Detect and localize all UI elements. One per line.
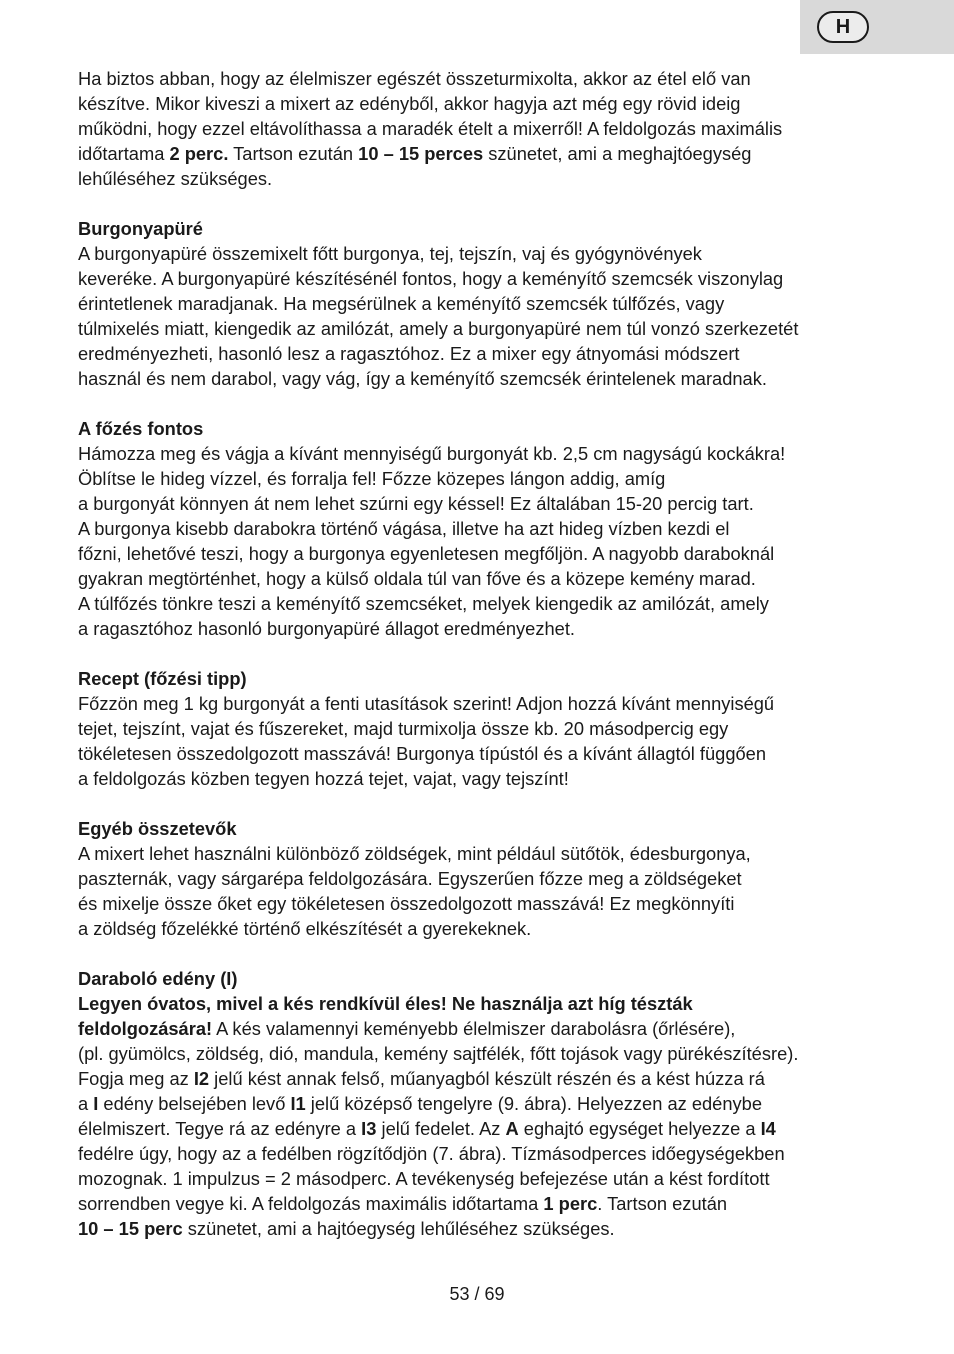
section-heading: Burgonyapüré — [78, 218, 203, 239]
text-line: érintetlenek maradjanak. Ha megsérülnek a keményítő szemcsék túlfőzés, vagy — [78, 293, 725, 314]
text-line: fedélre úgy, hogy az a fedélben rögzítődjön (7. ábra). Tízmásodperces időegységekben — [78, 1143, 785, 1164]
text-line: a feldolgozás közben tegyen hozzá tejet, vajat, vagy tejszínt! — [78, 768, 569, 789]
text-run: jelű középső tengelyre (9. ábra). Helyezzen az edénybe — [305, 1093, 762, 1114]
text-run: eghajtó egységet helyezze a — [518, 1118, 761, 1139]
bold-duration: 2 perc. — [169, 143, 229, 164]
bold-pause: 10 – 15 perc — [78, 1218, 183, 1239]
text-run: A kés valamennyi keményebb élelmiszer darabolásra (őrlésére), — [212, 1018, 736, 1039]
text-line: Öblítse le hideg vízzel, és forralja fel! Főzze közepes lángon addig, amíg — [78, 468, 666, 489]
text-line: Főzzön meg 1 kg burgonyát a fenti utasítások szerint! Adjon hozzá kívánt mennyiségű — [78, 693, 775, 714]
text-line: gyakran megtörténhet, hogy a külső oldala túl van főve és a közepe kemény marad. — [78, 568, 756, 589]
section-burgonyapure — [78, 216, 898, 391]
part-label: I3 — [361, 1118, 377, 1139]
section-egyeb-osszetevok — [78, 816, 898, 941]
text-line: a burgonyát könnyen át nem lehet szúrni egy késsel! Ez általában 15-20 percig tart. — [78, 493, 754, 514]
text-line: működni, hogy ezzel eltávolíthassa a maradék ételt a mixerről! A feldolgozás maximális — [78, 118, 783, 139]
text-line: és mixelje össze őket egy tökéletesen összedolgozott masszává! Ez megkönnyíti — [78, 893, 735, 914]
section-fozes-fontos — [78, 416, 898, 641]
text-line — [78, 1116, 898, 1141]
text-run: edény belsejében levő — [98, 1093, 291, 1114]
text-line: tejet, tejszínt, vajat és fűszereket, majd turmixolja össze kb. 20 másodpercig egy — [78, 718, 729, 739]
page-content — [78, 66, 898, 1241]
text-run: a — [78, 1093, 94, 1114]
text-run: . Tartson ezután — [597, 1193, 728, 1214]
text-line: mozognak. 1 impulzus = 2 másodperc. A tevékenység befejezése után a kést fordított — [78, 1168, 770, 1189]
text-line: a zöldség főzelékké történő elkészítését a gyerekeknek. — [78, 918, 532, 939]
text-line — [78, 141, 898, 166]
part-label: I — [93, 1093, 99, 1114]
text-run: szünetet, ami a hajtóegység lehűléséhez szükséges. — [182, 1218, 615, 1239]
text-line — [78, 1091, 898, 1116]
language-tab — [800, 0, 954, 54]
language-badge: H — [817, 11, 869, 43]
text-line: tökéletesen összedolgozott masszává! Burgonya típústól és a kívánt állagtól függően — [78, 743, 767, 764]
text-line: A burgonya kisebb darabokra történő vágása, illetve ha azt hideg vízben kezdi el — [78, 518, 730, 539]
text-line: paszternák, vagy sárgarépa feldolgozására. Egyszerűen főzze meg a zöldségeket — [78, 868, 742, 889]
bold-pause: 10 – 15 perces — [358, 143, 484, 164]
text-line — [78, 1216, 898, 1241]
text-line: Ha biztos abban, hogy az élelmiszer egészét összeturmixolta, akkor az étel elő van — [78, 68, 751, 89]
text-line: lehűléséhez szükséges. — [78, 168, 273, 189]
text-run: élelmiszert. Tegye rá az edényre a — [78, 1118, 362, 1139]
section-heading: Daraboló edény (I) — [78, 968, 238, 989]
text-line: használ és nem darabol, vagy vág, így a keményítő szemcsék érintelenek maradnak. — [78, 368, 767, 389]
text-line: a ragasztóhoz hasonló burgonyapüré állagot eredményezhet. — [78, 618, 575, 639]
warning-end: feldolgozására! — [78, 1018, 213, 1039]
warning-line: Legyen óvatos, mivel a kés rendkívül éles! Ne használja azt híg tészták — [78, 993, 693, 1014]
intro-paragraph — [78, 66, 898, 191]
page-number: 53 / 69 — [449, 1284, 505, 1304]
section-recept — [78, 666, 898, 791]
text-line: A túlfőzés tönkre teszi a keményítő szemcséket, melyek kiengedik az amilózát, amely — [78, 593, 769, 614]
text-line: A burgonyapüré összemixelt főtt burgonya, tej, tejszín, vaj és gyógynövények — [78, 243, 702, 264]
text-line: túlmixelés miatt, kiengedik az amilózát, amely a burgonyapüré nem túl vonzó szerkezetét — [78, 318, 799, 339]
text-run: sorrendben vegye ki. A feldolgozás maximális időtartama — [78, 1193, 544, 1214]
part-label: I4 — [760, 1118, 776, 1139]
text-run: időtartama — [78, 143, 170, 164]
section-darabolo-edeny — [78, 966, 898, 1241]
text-run: jelű kést annak felső, műanyagból készült részén és a kést húzza rá — [209, 1068, 765, 1089]
part-label: I2 — [193, 1068, 210, 1089]
part-label: I1 — [290, 1093, 306, 1114]
section-heading: Egyéb összetevők — [78, 818, 237, 839]
text-line: A mixert lehet használni különböző zöldségek, mint például sütőtök, édesburgonya, — [78, 843, 751, 864]
section-heading: A főzés fontos — [78, 418, 204, 439]
text-line — [78, 1191, 898, 1216]
text-line: (pl. gyümölcs, zöldség, dió, mandula, kemény sajtfélék, főtt tojások vagy pürékészítésre). — [78, 1043, 799, 1064]
text-line — [78, 1066, 898, 1091]
text-line: keveréke. A burgonyapüré készítésénél fontos, hogy a keményítő szemcsék viszonylag — [78, 268, 784, 289]
text-run: jelű fedelet. Az — [376, 1118, 506, 1139]
bold-duration: 1 perc — [543, 1193, 598, 1214]
text-line: készítve. Mikor kiveszi a mixert az edényből, akkor hagyja azt még egy rövid ideig — [78, 93, 741, 114]
text-run: Tartson ezután — [228, 143, 359, 164]
text-line: főzni, lehetővé teszi, hogy a burgonya egyenletesen megfőljön. A nagyobb daraboknál — [78, 543, 775, 564]
text-line — [78, 1016, 898, 1041]
part-label: A — [505, 1118, 519, 1139]
text-line: eredményezheti, hasonló lesz a ragasztóhoz. Ez a mixer egy átnyomási módszert — [78, 343, 740, 364]
text-run: szünetet, ami a meghajtóegység — [483, 143, 752, 164]
text-run: Fogja meg az — [78, 1068, 194, 1089]
text-line: Hámozza meg és vágja a kívánt mennyiségű burgonyát kb. 2,5 cm nagyságú kockákra! — [78, 443, 786, 464]
section-heading: Recept (főzési tipp) — [78, 668, 247, 689]
